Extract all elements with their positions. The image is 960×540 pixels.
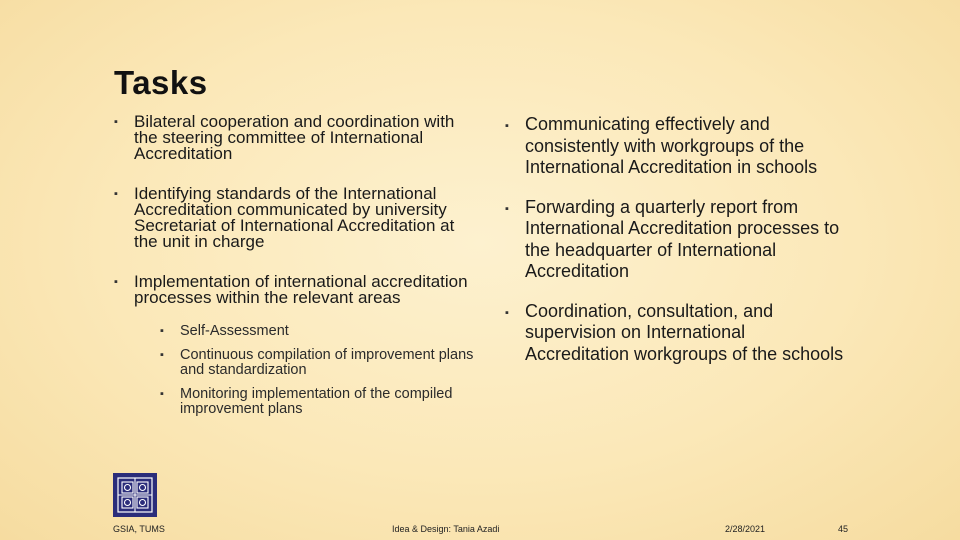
- sub-bullet-text: Continuous compilation of improvement plans and standardization: [180, 347, 474, 378]
- bullet-text: Coordination, consultation, and supervision on International Accreditation workgroups of the schools: [525, 300, 844, 364]
- bullet-text: Bilateral cooperation and coordination with the steering committee of International Accreditation: [134, 112, 455, 163]
- left-column: [114, 114, 474, 441]
- bullet-icon: ▪: [114, 276, 118, 288]
- bullet-text: Communicating effectively and consistently with workgroups of the International Accreditation in schools: [525, 114, 818, 177]
- footer-credit: Idea & Design: Tania Azadi: [392, 524, 500, 534]
- bullet-text: Implementation of international accreditation processes within the relevant areas: [134, 272, 468, 307]
- footer-organization: GSIA, TUMS: [113, 524, 165, 534]
- bullet-item: [114, 274, 474, 417]
- sub-bullet-text: Self-Assessment: [180, 323, 289, 339]
- sub-bullet-list: [134, 324, 474, 417]
- sub-bullet-item: [160, 324, 474, 339]
- sub-bullet-item: [160, 348, 474, 378]
- bullet-icon: ▪: [114, 188, 118, 200]
- bullet-icon: ▪: [160, 388, 164, 400]
- sub-bullet-text: Monitoring implementation of the compiled improvement plans: [180, 386, 453, 417]
- bullet-icon: ▪: [114, 116, 118, 128]
- bullet-icon: ▪: [505, 120, 509, 132]
- bullet-item: [114, 186, 474, 250]
- bullet-icon: ▪: [160, 349, 164, 361]
- bullet-icon: ▪: [505, 306, 509, 319]
- footer-date: 2/28/2021: [725, 524, 766, 534]
- bullet-item: [505, 301, 850, 366]
- bullet-icon: ▪: [160, 325, 164, 337]
- bullet-text: Identifying standards of the International Accreditation communicated by university Secretariat of International Accreditation at the unit in charge: [134, 184, 455, 251]
- bullet-item: [505, 114, 850, 179]
- bullet-icon: ▪: [505, 202, 509, 215]
- bullet-text: Forwarding a quarterly report from International Accreditation processes to the headquarter of International Accreditation: [525, 196, 840, 281]
- slide-title: Tasks: [114, 64, 208, 101]
- bullet-item: [114, 114, 474, 162]
- sub-bullet-item: [160, 387, 474, 417]
- bullet-item: [505, 197, 850, 283]
- right-column: [505, 114, 850, 383]
- left-bullet-list: [114, 114, 474, 417]
- right-bullet-list: [505, 114, 850, 365]
- university-emblem-icon: [113, 473, 157, 517]
- page-number: 45: [838, 524, 849, 534]
